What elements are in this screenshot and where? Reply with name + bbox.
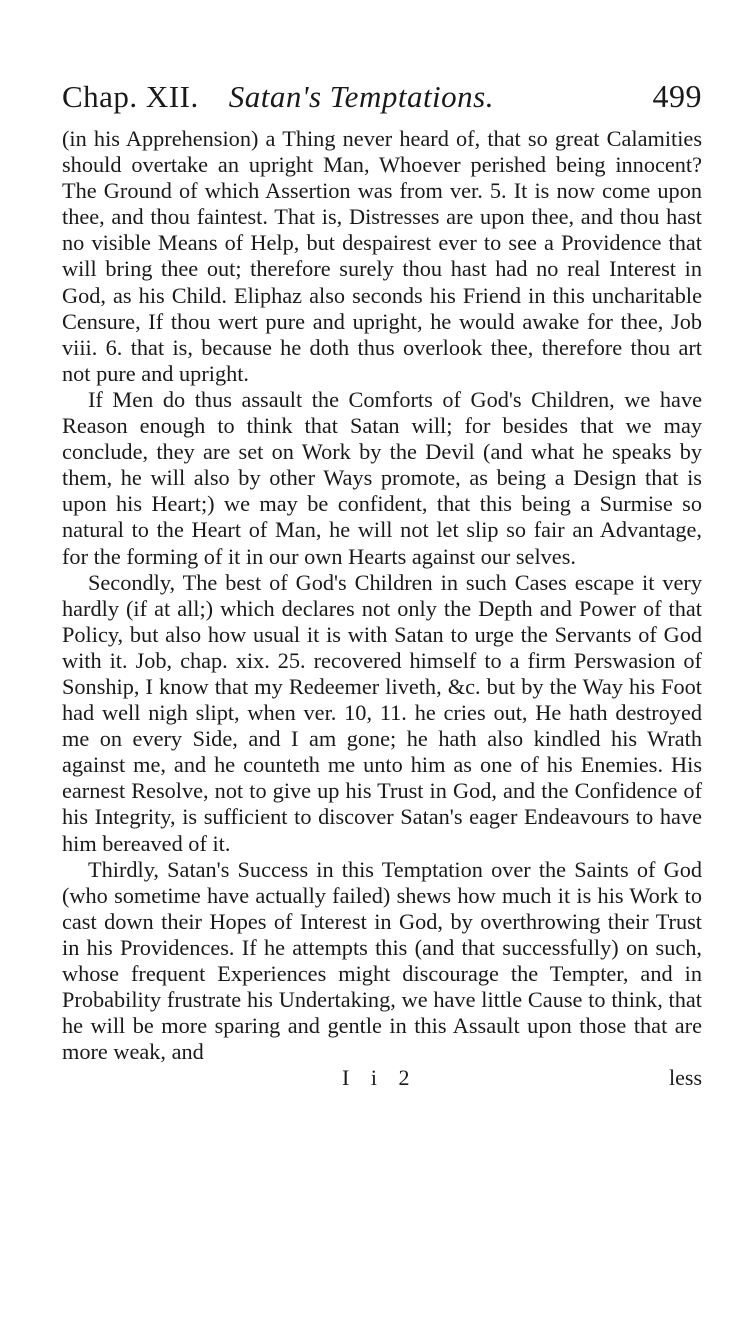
paragraph: (in his Apprehension) a Thing never heard of, that so great Calamities should overtake an upright Man, Whoever perished being innocent? The Ground of which Assertion was from ver. 5. It is now come upon thee, and thou faintest. That is, Distresses are upon thee, and thou hast no visible Means of Help, but despairest ever to see a Providence that will bring thee out; therefore surely thou hast had no real Interest in God, as his Child. Eliphaz also seconds his Friend in this uncharitable Censure, If thou wert pure and upright, he would awake for thee, Job viii. 6. that is, because he doth thus overlook thee, therefore thou art not pure and upright. xyxy=(62,126,702,386)
paragraph: If Men do thus assault the Comforts of God's Children, we have Reason enough to think that Satan will; for besides that we may conclude, they are set on Work by the Devil (and what he speaks by them, he will also by other Ways promote, as being a Design that is upon his Heart;) we may be confident, that this being a Surmise so natural to the Heart of Man, he will not let slip so fair an Advantage, for the forming of it in our own Hearts against our selves. xyxy=(62,386,702,569)
page-footer xyxy=(62,1065,702,1091)
chapter-label: Chap. XII. xyxy=(62,79,199,114)
page-number: 499 xyxy=(652,78,702,114)
paragraph: Secondly, The best of God's Children in such Cases escape it very hardly (if at all;) which declares not only the Depth and Power of that Policy, but also how usual it is with Satan to urge the Servants of God with it. Job, chap. xix. 25. recovered himself to a firm Perswasion of Sonship, I know that my Redeemer liveth, &c. but by the Way his Foot had well nigh slipt, when ver. 10, 11. he cries out, He hath destroyed me on every Side, and I am gone; he hath also kindled his Wrath against me, and he counteth me unto him as one of his Enemies. His earnest Resolve, not to give up his Trust in God, and the Confidence of his Integrity, is sufficient to discover Satan's eager Endeavours to have him bereaved of it. xyxy=(62,569,702,856)
body-text xyxy=(62,126,702,1065)
running-title: Satan's Temptations. xyxy=(228,79,494,114)
paragraph: Thirdly, Satan's Success in this Temptation over the Saints of God (who sometime have actually failed) shews how much it is his Work to cast down their Hopes of Interest in God, by overthrowing their Trust in his Providences. If he attempts this (and that successfully) on such, whose frequent Experiences might discourage the Tempter, and in Probability frustrate his Undertaking, we have little Cause to think, that he will be more sparing and gentle in this Assault upon those that are more weak, and xyxy=(62,856,702,1065)
catchword: less xyxy=(669,1065,702,1091)
running-head xyxy=(62,78,702,126)
signature-mark: I i 2 xyxy=(342,1065,418,1091)
